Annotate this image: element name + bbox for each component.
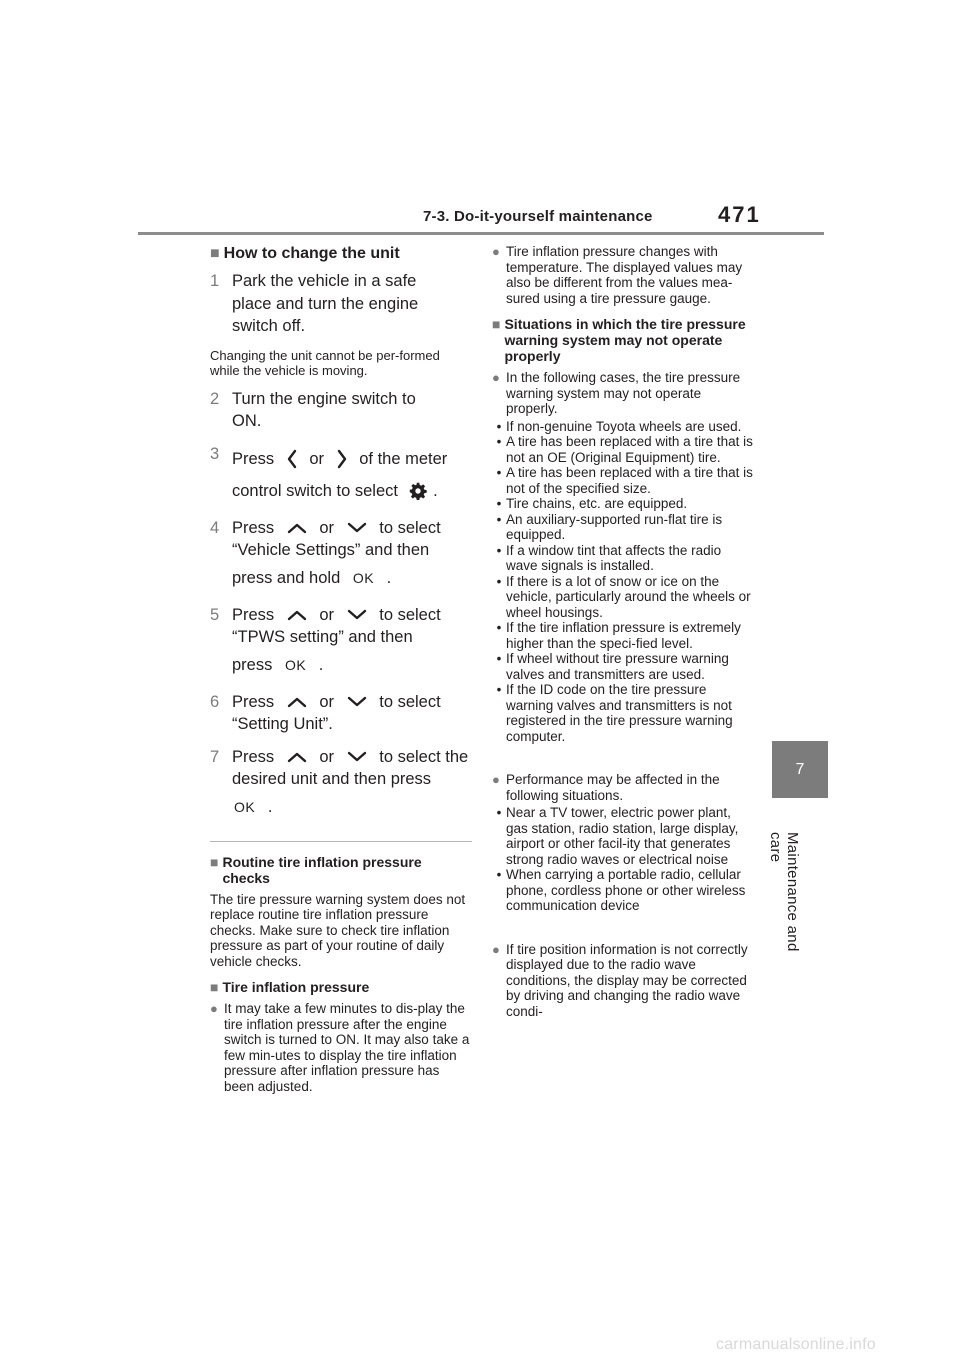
step-1: 1 Park the vehicle in a safe place and turn the engine switch off.	[210, 270, 472, 338]
chevron-up-icon	[287, 751, 307, 763]
routine-checks-text: The tire pressure warning system does not replace routine tire inflation pressure checks. Make sure to check tire inflation pressure as part of your routine of daily vehicle checks.	[210, 891, 466, 969]
list-item: ● Tire inflation pressure changes with temperature. The displayed values may also be different from the values mea-sured using a tire pressure gauge.	[492, 244, 743, 306]
list-item: • If non-genuine Toyota wheels are used.	[496, 418, 742, 434]
list-item: ● Performance may be affected in the following situations.	[492, 772, 720, 803]
gear-icon	[409, 482, 427, 500]
chevron-up-icon	[287, 522, 307, 534]
square-bullet-icon: ■	[210, 979, 219, 995]
list-item: • An auxiliary-supported run-flat tire is equipped.	[496, 511, 723, 542]
square-bullet-icon: ■	[210, 853, 219, 870]
watermark: carmanualsonline.info	[716, 1336, 876, 1353]
heading-tire-inflation: ■ Tire inflation pressure	[210, 979, 370, 995]
chapter-label: Maintenance and care	[767, 832, 801, 952]
chevron-up-icon	[287, 609, 307, 621]
list-item: • When carrying a portable radio, cellular phone, cordless phone or other wireless communication device	[496, 867, 746, 913]
list-item: • If the ID code on the tire pressure warning valves and transmitters is not registered in the tire pressure warning computer.	[496, 682, 733, 744]
cases-list	[492, 419, 754, 745]
section-divider	[210, 841, 472, 842]
circle-bullet-icon: ●	[492, 370, 500, 385]
chevron-down-icon	[347, 609, 367, 621]
section-title: 7-3. Do-it-yourself maintenance	[423, 208, 653, 225]
list-item: • If the tire inflation pressure is extremely higher than the speci-fied level.	[496, 620, 741, 651]
heading-routine-checks: ■ Routine tire inflation pressure checks	[210, 853, 422, 886]
step-4: 4 Press or to select “Vehicle Settings” and then press and hold OK .	[210, 518, 441, 587]
step-6: 6 Press or to select “Setting Unit”.	[210, 692, 441, 733]
chevron-down-icon	[347, 751, 367, 763]
page-number: 471	[718, 202, 761, 227]
ok-button-icon: OK	[352, 569, 375, 586]
step-number: 1	[210, 272, 220, 290]
list-item: ● If tire position information is not correctly displayed due to the radio wave conditions, the display may be corrected by driving and changing the radio wave condi-	[492, 941, 748, 1019]
heading-situations: ■ Situations in which the tire pressure warning system may not operate properly	[492, 316, 746, 364]
list-item: • If a window tint that affects the radio wave signals is installed.	[496, 542, 722, 573]
step-3: 3 Press or of the meter control switch to select .	[210, 444, 448, 500]
square-bullet-icon: ■	[492, 316, 501, 332]
square-bullet-icon: ■	[210, 245, 220, 262]
unit-change-note: Changing the unit cannot be per-formed while the vehicle is moving.	[210, 347, 440, 378]
right-column	[492, 244, 754, 1029]
list-item: • If there is a lot of snow or ice on the vehicle, particularly around the wheels or wheel housings.	[496, 573, 751, 620]
circle-bullet-icon: ●	[492, 941, 500, 957]
ok-button-icon: OK	[234, 798, 256, 815]
performance-list	[492, 805, 754, 914]
step-7: 7 Press or to select the desired unit and then press OK .	[210, 747, 469, 816]
section-heading-change-unit: ■ How to change the unit	[210, 245, 400, 262]
chevron-up-icon	[287, 696, 307, 708]
circle-bullet-icon: ●	[492, 244, 500, 259]
list-item: ● It may take a few minutes to dis-play the tire inflation pressure after the engine switch is turned to ON. It may also take a few min-utes to display the tire inflation pressure after inflation pressure has been adjusted.	[210, 1001, 470, 1094]
chevron-left-icon	[287, 449, 297, 469]
chevron-down-icon	[347, 522, 367, 534]
chapter-tab[interactable]: 7	[772, 741, 828, 798]
list-item: • A tire has been replaced with a tire that is not an OE (Original Equipment) tire.	[496, 434, 753, 465]
circle-bullet-icon: ●	[492, 772, 500, 787]
left-column	[210, 244, 472, 1104]
step-2: 2 Turn the engine switch to ON.	[210, 389, 416, 430]
circle-bullet-icon: ●	[210, 1001, 218, 1016]
header-divider	[138, 232, 824, 235]
list-item: • A tire has been replaced with a tire that is not of the specified size.	[496, 465, 753, 496]
ok-button-icon: OK	[284, 656, 307, 673]
page-header	[0, 0, 960, 240]
step-5: 5 Press or to select “TPWS setting” and then press OK .	[210, 605, 441, 674]
list-item: • Near a TV tower, electric power plant, gas station, radio station, large display, airport or other facil-ity that generates strong radio waves or electrical noise	[496, 805, 739, 867]
list-item: • Tire chains, etc. are equipped.	[496, 496, 688, 511]
chevron-right-icon	[337, 449, 347, 469]
list-item: ● In the following cases, the tire pressure warning system may not operate properly.	[492, 370, 741, 416]
list-item: • If wheel without tire pressure warning valves and transmitters are used.	[496, 651, 729, 682]
chevron-down-icon	[347, 696, 367, 708]
